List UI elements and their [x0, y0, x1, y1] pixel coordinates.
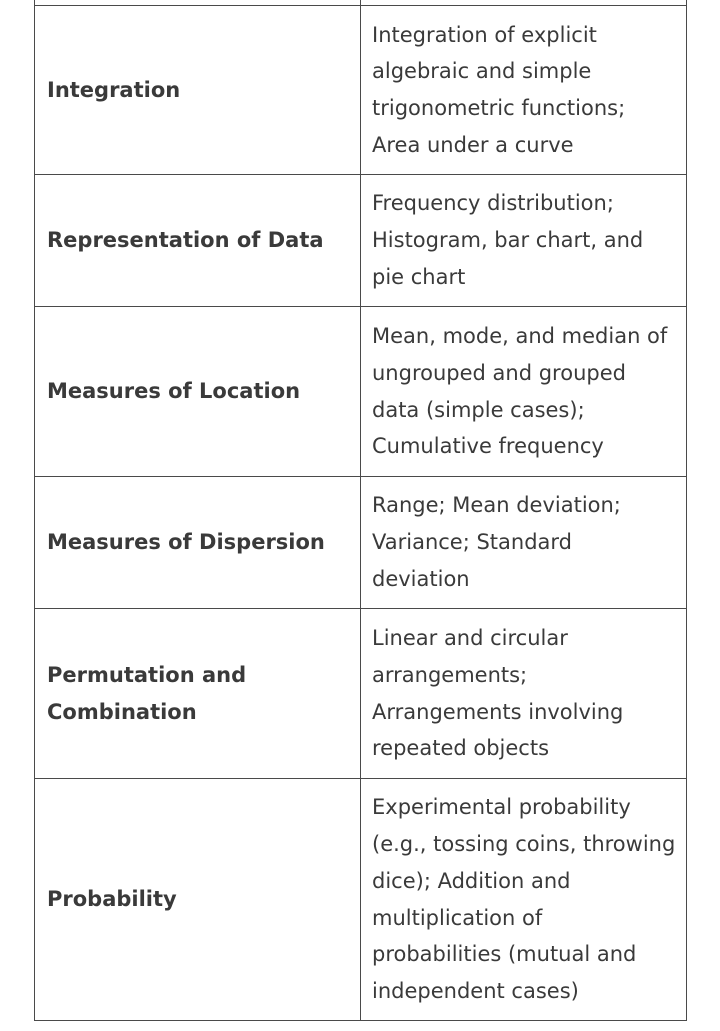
content-line: dice); Addition and	[372, 868, 571, 893]
content-cell	[361, 6, 687, 175]
content-line: (e.g., tossing coins, throwing	[372, 832, 676, 857]
topic-label: Measures of Location	[47, 379, 301, 403]
content-line: algebraic and simple	[372, 59, 592, 84]
content-cell	[361, 609, 687, 779]
content-cell	[361, 175, 687, 307]
topic-label: Integration	[47, 77, 181, 102]
syllabus-table	[34, 0, 687, 1021]
content-line: repeated objects	[372, 736, 550, 761]
content-line: Histogram, bar chart, and	[372, 228, 644, 253]
topic-label: Measures of Dispersion	[47, 530, 325, 554]
content-line: arrangements;	[372, 662, 528, 687]
table-row-representation-of-data	[35, 175, 687, 307]
content-line: Mean, mode, and median of	[372, 324, 668, 349]
content-line: Area under a curve	[372, 132, 574, 157]
topic-label: Probability	[47, 887, 177, 911]
content-line: independent cases)	[372, 978, 579, 1003]
topic-cell	[35, 6, 361, 175]
content-line: Variance; Standard	[372, 530, 573, 555]
content-line: probabilities (mutual and	[372, 942, 637, 967]
content-line: Linear and circular	[372, 626, 568, 651]
content-line: Range; Mean deviation;	[372, 493, 621, 518]
content-line: Arrangements involving	[372, 699, 624, 724]
content-line: deviation	[372, 566, 470, 591]
content-line: ungrouped and grouped	[372, 360, 626, 385]
content-line: trigonometric functions;	[372, 96, 626, 120]
content-cell	[361, 307, 687, 477]
content-line: Experimental probability	[372, 795, 631, 820]
topic-cell	[35, 175, 361, 307]
table-row-measures-of-dispersion	[35, 477, 687, 609]
content-cell	[361, 477, 687, 609]
content-line: Frequency distribution;	[372, 191, 614, 216]
topic-cell	[35, 477, 361, 609]
topic-label: Combination	[47, 699, 197, 724]
topic-cell	[35, 609, 361, 779]
content-line: pie chart	[372, 264, 466, 289]
topic-label: Permutation and	[47, 662, 247, 687]
topic-cell	[35, 307, 361, 477]
table-row-integration	[35, 6, 687, 175]
table-row-permutation-and-combination	[35, 609, 687, 779]
content-line: Integration of explicit	[372, 22, 597, 47]
topic-label: Representation of Data	[47, 228, 324, 252]
topic-cell	[35, 779, 361, 1021]
table-row-probability	[35, 779, 687, 1021]
content-cell	[361, 779, 687, 1021]
content-line: data (simple cases);	[372, 397, 585, 422]
content-line: multiplication of	[372, 905, 543, 930]
table-row-measures-of-location	[35, 307, 687, 477]
content-line: Cumulative frequency	[372, 434, 604, 459]
